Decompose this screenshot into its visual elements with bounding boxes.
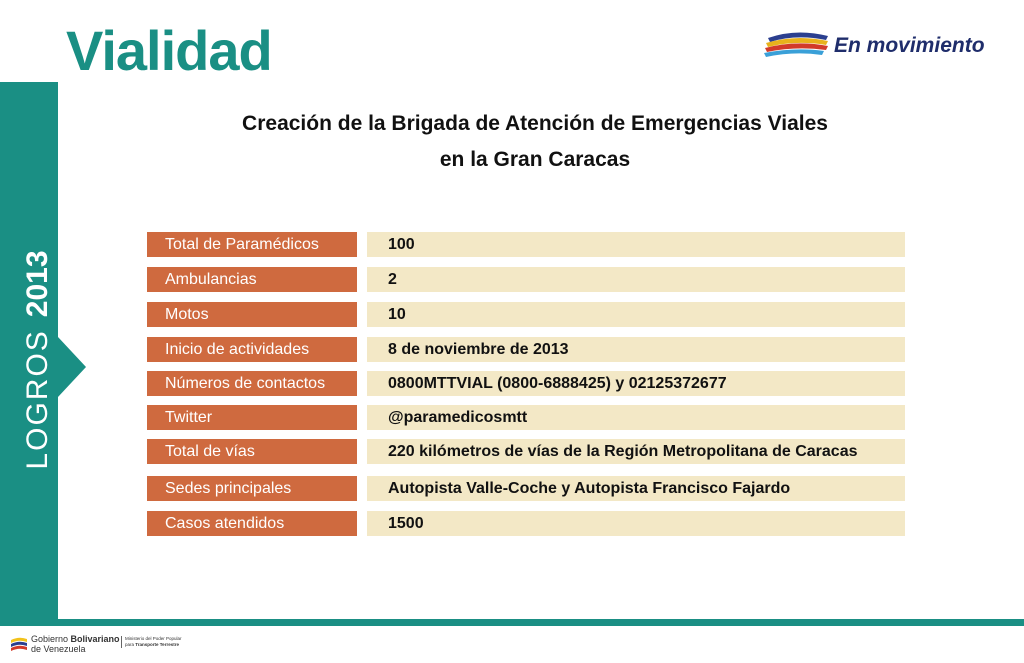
venezuela-flag-logo-icon — [9, 634, 29, 654]
government-name — [31, 634, 120, 654]
row-label: Sedes principales — [147, 476, 357, 501]
table-row — [147, 302, 905, 327]
row-label: Números de contactos — [147, 371, 357, 396]
table-row — [147, 371, 905, 396]
table-row — [147, 405, 905, 430]
table-row — [147, 232, 905, 257]
page-title: Vialidad — [66, 19, 272, 82]
row-label: Inicio de actividades — [147, 337, 357, 362]
row-label: Motos — [147, 302, 357, 327]
ribbon-flag-logo-icon — [764, 30, 832, 60]
row-value: 0800MTTVIAL (0800-6888425) y 02125372677 — [367, 371, 905, 396]
subtitle-line-2: en la Gran Caracas — [439, 148, 631, 171]
side-label-logros: LOGROS — [21, 329, 54, 470]
row-label: Total de vías — [147, 439, 357, 464]
ministry-name — [121, 636, 182, 648]
gov-name-bold: Bolivariano — [70, 634, 120, 644]
row-label: Ambulancias — [147, 267, 357, 292]
brand-name: En movimiento — [834, 34, 985, 57]
row-value: @paramedicosmtt — [367, 405, 905, 430]
row-label: Total de Paramédicos — [147, 232, 357, 257]
row-label: Twitter — [147, 405, 357, 430]
footer-divider — [0, 619, 1024, 626]
table-row — [147, 337, 905, 362]
row-value: 100 — [367, 232, 905, 257]
ministry-line1: Ministerio del Poder Popular — [125, 636, 182, 641]
gov-name-part: Gobierno — [31, 634, 71, 644]
row-value: 1500 — [367, 511, 905, 536]
row-value: 10 — [367, 302, 905, 327]
side-label-year: 2013 — [21, 250, 54, 318]
row-value: 2 — [367, 267, 905, 292]
row-value: Autopista Valle-Coche y Autopista Francisco Fajardo — [367, 476, 905, 501]
gov-name-line2: de Venezuela — [31, 644, 86, 654]
table-row — [147, 476, 905, 501]
brand-logo — [764, 28, 1004, 62]
row-label: Casos atendidos — [147, 511, 357, 536]
subtitle-line-1: Creación de la Brigada de Atención de Emergencias Viales — [242, 112, 828, 135]
table-row — [147, 511, 905, 536]
side-banner-label — [21, 210, 55, 510]
ministry-line2: para — [125, 642, 136, 647]
slide-subtitle — [150, 106, 920, 178]
row-value: 8 de noviembre de 2013 — [367, 337, 905, 362]
table-row — [147, 439, 905, 464]
table-row — [147, 267, 905, 292]
row-value: 220 kilómetros de vías de la Región Metropolitana de Caracas — [367, 439, 905, 464]
government-logo — [9, 632, 209, 658]
ministry-line2-bold: Transporte Terrestre — [135, 642, 179, 647]
